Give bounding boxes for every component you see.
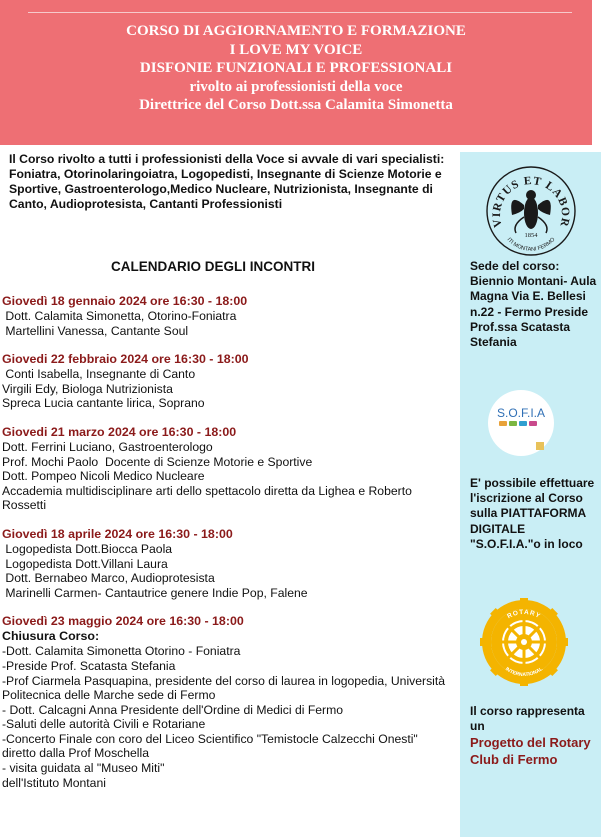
sofia-logo	[484, 390, 558, 460]
event-date: Giovedì 18 aprile 2024 ore 16:30 - 18:00	[2, 526, 233, 541]
event-speaker: Prof. Mochi Paolo Docente di Scienze Motorie e Sportive	[2, 454, 313, 469]
event-date: Giovedì 23 maggio 2024 ore 16:30 - 18:00	[2, 614, 244, 629]
logo-school-name: ITI MONTANI FERMO	[505, 236, 557, 253]
event-speaker: Dott. Calamita Simonetta, Otorino-Foniatra	[2, 309, 237, 323]
course-audience: rivolto ai professionisti della voce	[189, 78, 403, 95]
event-date: Giovedì 18 gennaio 2024 ore 16:30 - 18:00	[2, 294, 248, 308]
event-speaker: dell'Istituto Montani	[2, 775, 106, 790]
course-title: CORSO DI AGGIORNAMENTO E FORMAZIONE	[126, 23, 466, 39]
intro-lead: Il Corso rivolto a tutti i professionisti della Voce si avvale di vari specialisti:	[9, 152, 445, 166]
events-list	[2, 294, 454, 804]
event-speaker: Virgili Edy, Biologa Nutrizionista	[2, 381, 173, 396]
logo-motto: VIRTUS ET LABOR	[490, 174, 572, 229]
rotary-logo-bottom: INTERNATIONAL	[503, 666, 544, 679]
event-date: Giovedi 21 marzo 2024 ore 16:30 - 18:00	[2, 424, 237, 439]
event-speaker: Marinelli Carmen- Cantautrice genere Indie Pop, Falene	[2, 585, 308, 600]
logo-year: 1854	[524, 232, 538, 239]
event-speaker: - visita guidata al "Museo Miti"	[2, 761, 165, 776]
event-speaker: Dott. Ferrini Luciano, Gastroenterologo	[2, 439, 213, 454]
event-speaker: Logopedista Dott.Biocca Paola	[2, 541, 173, 556]
event-item	[2, 527, 454, 600]
event-speaker: Logopedista Dott.Villani Laura	[2, 556, 168, 571]
event-speaker: -Saluti delle autorità Civili e Rotariane	[2, 717, 206, 732]
event-speaker: -Dott. Calamita Simonetta Otorino - Foniatra	[2, 644, 241, 659]
header-banner	[0, 0, 592, 145]
event-speaker: Conti Isabella, Insegnante di Canto	[2, 367, 196, 382]
rotary-logo	[480, 598, 568, 686]
event-speaker: -Prof Ciarmela Pasquapina, presidente del corso di laurea in logopedia, Università Politecnica delle Marche sede di Fermo	[2, 673, 449, 703]
event-item	[2, 425, 454, 513]
event-speaker: Dott. Pompeo Nicoli Medico Nucleare	[2, 469, 205, 484]
course-director: Direttrice del Corso Dott.ssa Calamita Simonetta	[139, 97, 453, 113]
event-speaker: Accademia multidisciplinare arti dello spettacolo diretta da Lighea e Roberto Rossetti	[2, 483, 416, 513]
event-item	[2, 294, 454, 338]
main-content	[0, 148, 458, 837]
rotary-project: Progetto del Rotary Club di Fermo	[470, 735, 591, 767]
header-rule	[28, 12, 572, 13]
intro-paragraph	[9, 152, 455, 212]
event-speaker: - Dott. Calcagni Anna Presidente dell'Ordine di Medici di Fermo	[2, 702, 344, 717]
rotary-logo-top: ROTARY	[506, 608, 542, 621]
course-name: I LOVE MY VOICE	[229, 41, 363, 58]
rotary-intro: Il corso rappresenta un	[470, 704, 585, 734]
registration-info: E' possibile effettuare l'iscrizione al Corso sulla PIATTAFORMA DIGITALE "S.O.F.I.A."o in loco	[470, 476, 595, 551]
event-speaker: Martellini Vanessa, Cantante Soul	[2, 323, 189, 338]
event-closing-label: Chiusura Corso:	[2, 629, 100, 644]
header-titles	[0, 22, 592, 115]
event-item	[2, 352, 454, 411]
sofia-logo-text: S.O.F.I.A	[496, 406, 546, 420]
specialists-list: Foniatra, Otorinolaringoiatra, Logopedisti, Insegnante di Scienze Motorie e Sportive, Gastroenterologo,Medico Nucleare, Nutrizionista, Insegnante di Canto, Audioprotesista, Cantanti Professionisti	[9, 167, 442, 211]
sidebar	[460, 152, 601, 837]
event-speaker: -Preside Prof. Scatasta Stefania	[2, 658, 176, 673]
school-logo	[468, 161, 594, 262]
event-item	[2, 614, 454, 790]
course-topic: DISFONIE FUNZIONALI E PROFESSIONALI	[139, 60, 453, 76]
calendar-title: CALENDARIO DEGLI INCONTRI	[111, 259, 315, 274]
event-speaker: -Concerto Finale con coro del Liceo Scientifico "Temistocle Calzecchi Onesti" diretto dalla Prof Moschella	[2, 731, 422, 761]
event-speaker: Spreca Lucia cantante lirica, Soprano	[2, 396, 205, 411]
venue-info: Sede del corso: Biennio Montani- Aula Magna Via E. Bellesi n.22 - Fermo Preside Prof.ssa Scatasta Stefania	[470, 259, 597, 350]
event-date: Giovedi 22 febbraio 2024 ore 16:30 - 18:00	[2, 352, 249, 367]
event-speaker: Dott. Bernabeo Marco, Audioprotesista	[2, 571, 215, 586]
